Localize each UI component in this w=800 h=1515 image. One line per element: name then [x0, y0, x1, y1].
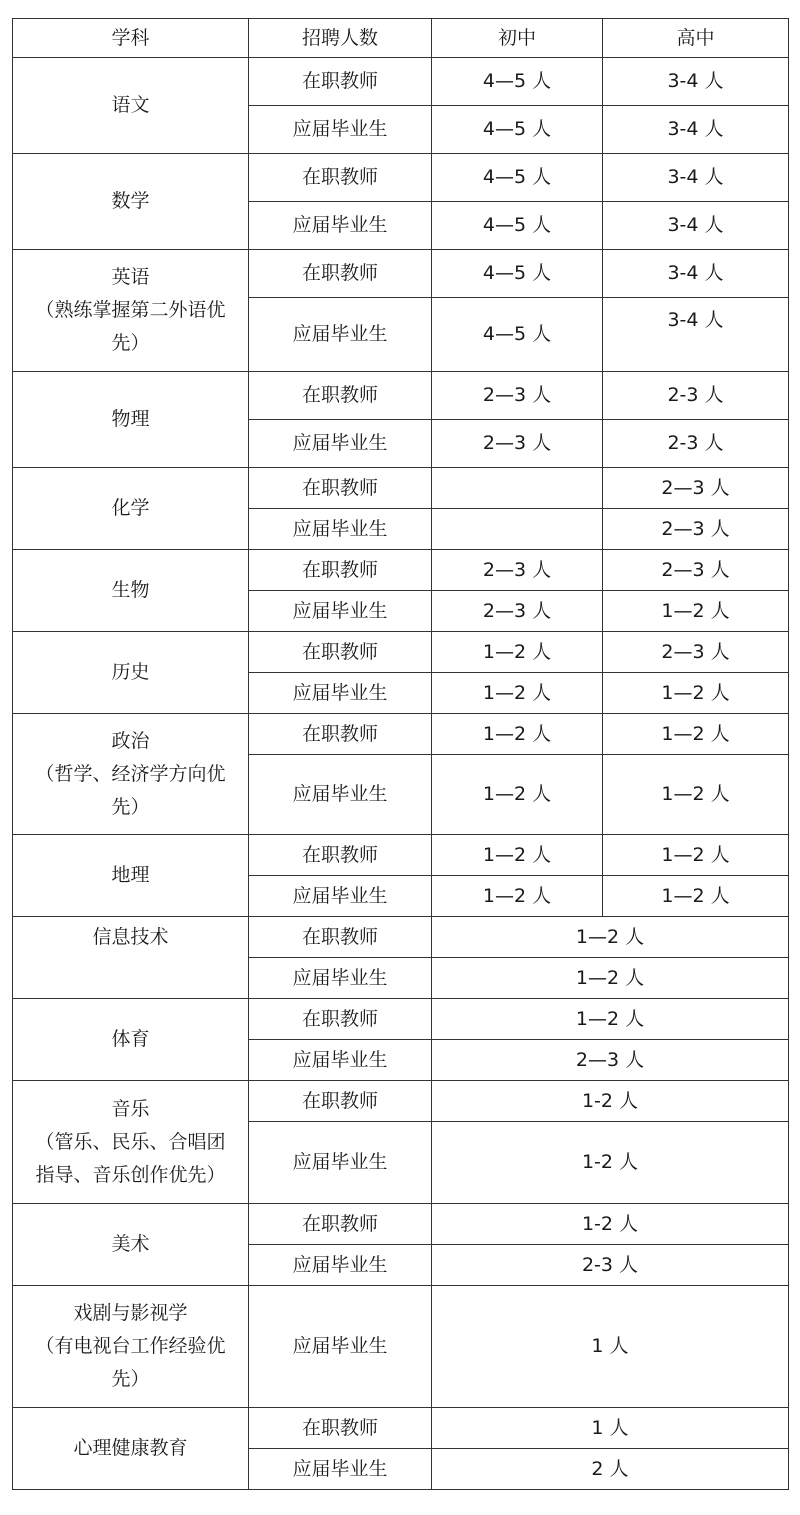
header-count: 招聘人数 [249, 19, 432, 58]
type-cell: 应届毕业生 [249, 958, 432, 999]
senior-cell: 2—3 人 [603, 632, 789, 673]
senior-cell: 2—3 人 [603, 509, 789, 550]
subject-cell [13, 250, 249, 372]
combined-cell: 1-2 人 [432, 1081, 789, 1122]
type-cell: 应届毕业生 [249, 1122, 432, 1204]
table-row [13, 154, 789, 202]
subject-cell: 体育 [13, 999, 249, 1081]
subject-line: （有电视台工作经验优 [35, 1335, 226, 1357]
type-cell: 应届毕业生 [249, 1286, 432, 1408]
type-cell: 应届毕业生 [249, 755, 432, 835]
junior-cell: 1—2 人 [432, 876, 603, 917]
junior-cell: 2—3 人 [432, 591, 603, 632]
type-cell: 应届毕业生 [249, 298, 432, 372]
type-cell: 在职教师 [249, 154, 432, 202]
senior-cell: 3-4 人 [603, 154, 789, 202]
type-cell: 在职教师 [249, 917, 432, 958]
subject-line: 政治 [111, 729, 150, 752]
type-cell: 应届毕业生 [249, 106, 432, 154]
header-subject: 学科 [13, 19, 249, 58]
combined-cell: 2—3 人 [432, 1040, 789, 1081]
combined-cell: 2 人 [432, 1449, 789, 1490]
senior-cell: 3-4 人 [603, 106, 789, 154]
junior-cell: 4—5 人 [432, 58, 603, 106]
subject-cell: 语文 [13, 58, 249, 154]
table-row [13, 1204, 789, 1245]
senior-cell: 1—2 人 [603, 835, 789, 876]
subject-cell: 生物 [13, 550, 249, 632]
subject-line: 英语 [111, 266, 150, 288]
type-cell: 应届毕业生 [249, 509, 432, 550]
subject-line: 先） [111, 1368, 150, 1390]
subject-cell [13, 714, 249, 835]
subject-line: （管乐、民乐、合唱团 [35, 1130, 226, 1153]
type-cell: 在职教师 [249, 714, 432, 755]
type-cell: 应届毕业生 [249, 591, 432, 632]
subject-line: 戏剧与影视学 [73, 1302, 188, 1324]
type-cell: 在职教师 [249, 372, 432, 420]
junior-cell [432, 468, 603, 509]
senior-cell: 1—2 人 [603, 714, 789, 755]
combined-cell: 1 人 [432, 1286, 789, 1408]
subject-line: 先） [111, 795, 150, 818]
subject-cell: 美术 [13, 1204, 249, 1286]
subject-line: （熟练掌握第二外语优 [35, 299, 226, 321]
type-cell: 应届毕业生 [249, 1245, 432, 1286]
senior-cell: 1—2 人 [603, 673, 789, 714]
junior-cell: 4—5 人 [432, 202, 603, 250]
subject-cell: 心理健康教育 [13, 1408, 249, 1490]
type-cell: 在职教师 [249, 1204, 432, 1245]
combined-cell: 2-3 人 [432, 1245, 789, 1286]
subject-cell: 信息技术 [13, 917, 249, 999]
senior-cell: 1—2 人 [603, 876, 789, 917]
subject-line: 指导、音乐创作优先） [35, 1163, 226, 1186]
combined-cell: 1—2 人 [432, 999, 789, 1040]
type-cell: 在职教师 [249, 58, 432, 106]
type-cell: 应届毕业生 [249, 1040, 432, 1081]
junior-cell: 1—2 人 [432, 632, 603, 673]
table-row [13, 1408, 789, 1449]
senior-cell: 2-3 人 [603, 372, 789, 420]
senior-cell: 2—3 人 [603, 468, 789, 509]
combined-cell: 1-2 人 [432, 1204, 789, 1245]
junior-cell: 2—3 人 [432, 372, 603, 420]
junior-cell: 2—3 人 [432, 550, 603, 591]
junior-cell: 2—3 人 [432, 420, 603, 468]
type-cell: 应届毕业生 [249, 202, 432, 250]
type-cell: 在职教师 [249, 1081, 432, 1122]
type-cell: 应届毕业生 [249, 673, 432, 714]
junior-cell: 1—2 人 [432, 673, 603, 714]
subject-cell [13, 1286, 249, 1408]
header-junior: 初中 [432, 19, 603, 58]
subject-line: 音乐 [111, 1097, 150, 1120]
type-cell: 在职教师 [249, 250, 432, 298]
table-row [13, 632, 789, 673]
table-row [13, 468, 789, 509]
type-cell: 在职教师 [249, 1408, 432, 1449]
recruitment-table [12, 18, 789, 1490]
subject-line: 先） [111, 332, 150, 354]
header-row [13, 19, 789, 58]
junior-cell: 1—2 人 [432, 755, 603, 835]
type-cell: 应届毕业生 [249, 876, 432, 917]
header-senior: 高中 [603, 19, 789, 58]
type-cell: 应届毕业生 [249, 1449, 432, 1490]
table-row [13, 1081, 789, 1122]
subject-cell: 数学 [13, 154, 249, 250]
table-row [13, 714, 789, 755]
senior-cell: 3-4 人 [603, 58, 789, 106]
senior-cell: 1—2 人 [603, 755, 789, 835]
type-cell: 在职教师 [249, 999, 432, 1040]
junior-cell: 4—5 人 [432, 106, 603, 154]
combined-cell: 1—2 人 [432, 958, 789, 999]
junior-cell: 4—5 人 [432, 250, 603, 298]
senior-cell: 3-4 人 [603, 298, 789, 372]
senior-cell: 1—2 人 [603, 591, 789, 632]
table-row [13, 372, 789, 420]
senior-cell: 3-4 人 [603, 202, 789, 250]
subject-cell: 地理 [13, 835, 249, 917]
combined-cell: 1—2 人 [432, 917, 789, 958]
table-row [13, 835, 789, 876]
subject-cell [13, 1081, 249, 1204]
table-row [13, 550, 789, 591]
combined-cell: 1-2 人 [432, 1122, 789, 1204]
type-cell: 在职教师 [249, 550, 432, 591]
combined-cell: 1 人 [432, 1408, 789, 1449]
type-cell: 应届毕业生 [249, 420, 432, 468]
junior-cell: 4—5 人 [432, 298, 603, 372]
junior-cell: 4—5 人 [432, 154, 603, 202]
table-row [13, 1286, 789, 1408]
type-cell: 在职教师 [249, 632, 432, 673]
subject-line: （哲学、经济学方向优 [35, 762, 226, 785]
junior-cell [432, 509, 603, 550]
senior-cell: 3-4 人 [603, 250, 789, 298]
type-cell: 在职教师 [249, 468, 432, 509]
subject-cell: 化学 [13, 468, 249, 550]
subject-cell: 历史 [13, 632, 249, 714]
subject-cell: 物理 [13, 372, 249, 468]
table-row [13, 917, 789, 958]
senior-cell: 2-3 人 [603, 420, 789, 468]
table-row [13, 58, 789, 106]
junior-cell: 1—2 人 [432, 835, 603, 876]
type-cell: 在职教师 [249, 835, 432, 876]
junior-cell: 1—2 人 [432, 714, 603, 755]
table-row [13, 999, 789, 1040]
table-row [13, 250, 789, 298]
senior-cell: 2—3 人 [603, 550, 789, 591]
